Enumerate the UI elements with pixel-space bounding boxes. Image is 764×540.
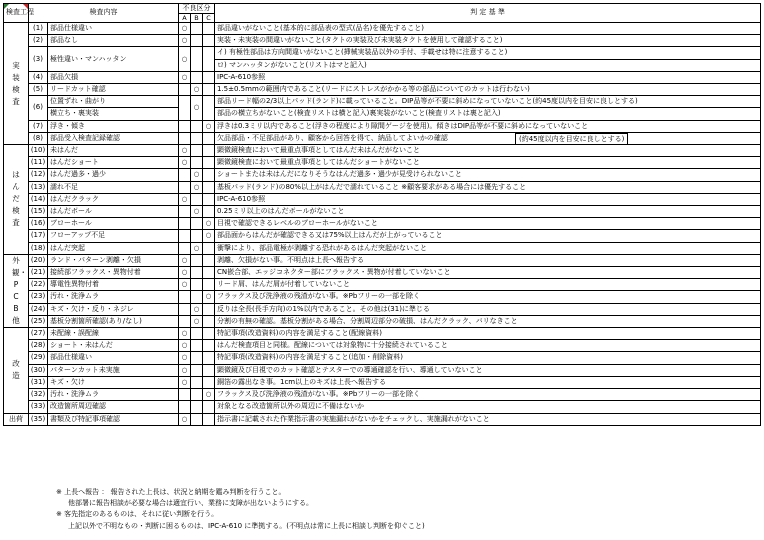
row-number: (16) xyxy=(29,218,48,230)
header-criteria: 判 定 基 準 xyxy=(215,4,761,23)
row-number: (6) xyxy=(29,96,48,120)
class-b-mark: ○ xyxy=(191,315,203,327)
row-item: ランド・パターン剥離・欠損 xyxy=(48,254,179,266)
class-b-mark xyxy=(191,352,203,364)
row-criteria: 顕微鏡検査において最重点事項としてはんだショートがないこと xyxy=(215,157,761,169)
header-item: 検査内容 xyxy=(29,4,179,23)
class-a-mark xyxy=(179,96,191,120)
row-criteria: 基板パッド(ランド)の80%以上がはんだで濡れていること ※顧客要求がある場合には優先すること xyxy=(215,181,761,193)
class-c-mark: ○ xyxy=(203,291,215,303)
row-criteria: 特記事項(改造資料)の内容を満足すること(配線資料) xyxy=(215,328,761,340)
row-item-line2: 横立ち・裏実装 xyxy=(48,108,179,120)
row-criteria: 衝撃により、部品電極が剥離する恐れがあるはんだ突起がないこと xyxy=(215,242,761,254)
class-a-mark: ○ xyxy=(179,340,191,352)
class-c-mark xyxy=(203,376,215,388)
class-c-mark xyxy=(203,71,215,83)
row-item: はんだボール xyxy=(48,206,179,218)
row-number: (14) xyxy=(29,193,48,205)
class-b-mark: ○ xyxy=(191,96,203,120)
row-number: (20) xyxy=(29,254,48,266)
category-appearance: 実装検査 xyxy=(4,23,29,145)
class-a-mark: ○ xyxy=(179,279,191,291)
class-a-mark xyxy=(179,401,191,413)
row-number: (8) xyxy=(29,132,48,144)
table-row xyxy=(4,23,761,35)
row-item: はんだ突起 xyxy=(48,242,179,254)
class-c-mark xyxy=(203,193,215,205)
class-b-mark xyxy=(191,413,203,425)
class-a-mark xyxy=(179,169,191,181)
class-b-mark xyxy=(191,376,203,388)
table-row xyxy=(4,193,761,205)
row-criteria: ショートまたは未はんだになりそうなはんだ過多・過少が見受けられないこと xyxy=(215,169,761,181)
table-row xyxy=(4,35,761,47)
row-number: (35) xyxy=(29,413,48,425)
row-criteria-line2: 部品の横立ちがないこと(検査リストは横と記入)裏実装がないこと(検査リストは裏と記入) xyxy=(215,108,761,120)
class-b-mark: ○ xyxy=(191,303,203,315)
row-number: (5) xyxy=(29,84,48,96)
row-number: (12) xyxy=(29,169,48,181)
row-item: キズ・欠け xyxy=(48,376,179,388)
class-c-mark: ○ xyxy=(203,389,215,401)
table-row xyxy=(4,145,761,157)
class-a-mark xyxy=(179,206,191,218)
row-criteria: 浮きは0.3ミリ以内であること(浮きの程度により隙間ゲージを使用)。傾きはDIP品等が不要に斜めになっていないこと xyxy=(215,120,761,132)
row-number: (27) xyxy=(29,328,48,340)
class-c-mark xyxy=(203,23,215,35)
class-b-mark xyxy=(191,35,203,47)
row-number: (30) xyxy=(29,364,48,376)
row-item: はんだクラック xyxy=(48,193,179,205)
class-b-mark: ○ xyxy=(191,169,203,181)
row-item: リードカット確認 xyxy=(48,84,179,96)
category-solder: はんだ検査 xyxy=(4,145,29,255)
footnote: 上記以外で不明なもの・判断に困るものは、IPC-A-610 に準拠する。(不明点は常に上長に相談し判断を仰ぐこと) xyxy=(68,521,425,530)
row-item: はんだショート xyxy=(48,157,179,169)
row-number: (28) xyxy=(29,340,48,352)
class-a-mark xyxy=(179,218,191,230)
header-class-b: B xyxy=(191,14,203,23)
category-shipping: 出荷 xyxy=(4,413,29,425)
table-row xyxy=(4,413,761,425)
table-row xyxy=(4,84,761,96)
row-number: (13) xyxy=(29,181,48,193)
class-a-mark xyxy=(179,84,191,96)
table-row xyxy=(4,352,761,364)
class-a-mark: ○ xyxy=(179,145,191,157)
row-number: (4) xyxy=(29,71,48,83)
table-row xyxy=(4,328,761,340)
row-criteria: 部品面からはんだが確認できる又は75%以上はんだが上がっていること xyxy=(215,230,761,242)
class-c-mark xyxy=(203,169,215,181)
table-row xyxy=(4,389,761,401)
class-a-mark: ○ xyxy=(179,193,191,205)
class-b-mark xyxy=(191,145,203,157)
class-b-mark: ○ xyxy=(191,84,203,96)
class-c-mark xyxy=(203,401,215,413)
category-rework: 改造 xyxy=(4,328,29,413)
class-c-mark xyxy=(203,181,215,193)
row-number: (3) xyxy=(29,47,48,71)
class-c-mark xyxy=(203,157,215,169)
class-b-mark xyxy=(191,389,203,401)
table-row xyxy=(4,315,761,327)
table-row xyxy=(4,218,761,230)
row-criteria: フラックス及び洗浄液の残渣がない事。※Pbフリーの一部を除く xyxy=(215,389,761,401)
row-criteria: 0.25ミリ以上のはんだボールがないこと xyxy=(215,206,761,218)
class-c-mark xyxy=(203,47,215,71)
row-criteria: IPC-A-610参照 xyxy=(215,71,761,83)
class-a-mark: ○ xyxy=(179,376,191,388)
row-number: (33) xyxy=(29,401,48,413)
table-row xyxy=(4,230,761,242)
row-number: (25) xyxy=(29,315,48,327)
row-criteria: イ) 有極性部品は方向間違いがないこと(挿械実装品以外の手付、手載せは特に注意すること) xyxy=(215,47,761,59)
row-criteria: 反りは全長(長手方向)の1%以内であること。その他は(31)に準じる xyxy=(215,303,761,315)
class-b-mark xyxy=(191,132,203,144)
table-row xyxy=(4,303,761,315)
row-item: 部品なし xyxy=(48,35,179,47)
row-criteria: フラックス及び洗浄液の残渣がない事。※Pbフリーの一部を除く xyxy=(215,291,761,303)
class-b-mark xyxy=(191,120,203,132)
class-a-mark: ○ xyxy=(179,35,191,47)
footnote: 他部署に報告相談が必要な場合は適宜行い、業務に支障が出ないようにする。 xyxy=(68,499,313,508)
footnotes xyxy=(56,487,425,532)
row-item: 汚れ・洗浄ムラ xyxy=(48,291,179,303)
class-c-mark xyxy=(203,132,215,144)
class-b-mark xyxy=(191,23,203,35)
class-a-mark: ○ xyxy=(179,47,191,71)
class-a-mark xyxy=(179,181,191,193)
row-criteria xyxy=(215,132,761,144)
row-criteria: IPC-A-610参照 xyxy=(215,193,761,205)
row-criteria: 特記事項(改造資料)の内容を満足すること(追加・削除資料) xyxy=(215,352,761,364)
class-a-mark xyxy=(179,389,191,401)
table-row xyxy=(4,120,761,132)
row-item: 未はんだ xyxy=(48,145,179,157)
table-row xyxy=(4,291,761,303)
footnote: ※ 客先指定のあるものは、それに従い判断を行う。 xyxy=(56,510,219,519)
row-criteria: 銅箔の露出なき事。1cm以上のキズは上長へ報告する xyxy=(215,376,761,388)
row-criteria: はんだ検査項目と同様。配線については対象物に十分接続されていること xyxy=(215,340,761,352)
class-c-mark xyxy=(203,315,215,327)
row-number: (23) xyxy=(29,291,48,303)
table-row xyxy=(4,108,761,120)
row-number: (31) xyxy=(29,376,48,388)
row-item: 濡れ不足 xyxy=(48,181,179,193)
class-c-mark: ○ xyxy=(203,230,215,242)
table-row xyxy=(4,47,761,59)
class-c-mark xyxy=(203,84,215,96)
class-c-mark xyxy=(203,352,215,364)
class-a-mark: ○ xyxy=(179,157,191,169)
row-item: 汚れ・洗浄ムラ xyxy=(48,389,179,401)
inspection-criteria-table xyxy=(3,3,761,426)
header-process: 検査工程 xyxy=(4,4,29,23)
row-criteria: 剥離、欠損がない事。不明点は上長へ報告する xyxy=(215,254,761,266)
class-a-mark: ○ xyxy=(179,267,191,279)
class-a-mark: ○ xyxy=(179,254,191,266)
header-class-c: C xyxy=(203,14,215,23)
class-b-mark xyxy=(191,71,203,83)
table-row xyxy=(4,181,761,193)
row-criteria: CN嵌合部、エッジコネクター部にフラックス・異物が付着していないこと xyxy=(215,267,761,279)
row-item: フローアップ不足 xyxy=(48,230,179,242)
class-c-mark xyxy=(203,267,215,279)
class-a-mark xyxy=(179,315,191,327)
table-row xyxy=(4,96,761,108)
row-number: (1) xyxy=(29,23,48,35)
class-b-mark xyxy=(191,230,203,242)
header-defect-class: 不良区分 xyxy=(179,4,215,14)
class-c-mark xyxy=(203,364,215,376)
row-criteria: 部品リード幅の2/3以上パッド(ランド)に載っていること。DIP品等が不要に斜めになっていないこと(約45度以内を目安に良しとする) xyxy=(215,96,761,108)
row-item: 部品仕様違い xyxy=(48,352,179,364)
class-c-mark xyxy=(203,340,215,352)
table-row xyxy=(4,340,761,352)
table-row xyxy=(4,132,761,144)
class-a-mark xyxy=(179,120,191,132)
class-a-mark xyxy=(179,303,191,315)
row-number: (32) xyxy=(29,389,48,401)
row-criteria: 指示書に記載された作業指示書の実施漏れがないかをチェックし、実施漏れがないこと xyxy=(215,413,761,425)
class-a-mark: ○ xyxy=(179,71,191,83)
row-item: 位置ずれ・曲がり xyxy=(48,96,179,108)
row-criteria: 対象となる改造箇所以外の周辺に不備はないか xyxy=(215,401,761,413)
class-a-mark: ○ xyxy=(179,352,191,364)
row-criteria: リード屑、はんだ屑が付着していないこと xyxy=(215,279,761,291)
class-b-mark: ○ xyxy=(191,181,203,193)
class-a-mark: ○ xyxy=(179,413,191,425)
class-c-mark xyxy=(203,35,215,47)
row-number: (18) xyxy=(29,242,48,254)
row-item: 書類及び特記事項確認 xyxy=(48,413,179,425)
row-item: 極性違い・マンハッタン xyxy=(48,47,179,71)
row-number: (2) xyxy=(29,35,48,47)
class-a-mark xyxy=(179,291,191,303)
row-criteria: 1.5±0.5mmの範囲内であること(リードにストレスがかかる等の部品についてのカットは行わない) xyxy=(215,84,761,96)
class-b-mark xyxy=(191,47,203,71)
class-a-mark: ○ xyxy=(179,328,191,340)
row-item: 未配線・誤配線 xyxy=(48,328,179,340)
table-row xyxy=(4,206,761,218)
row-number: (29) xyxy=(29,352,48,364)
row-number: (10) xyxy=(29,145,48,157)
row-criteria: 分割の有無の確認。基板分割がある場合、分割周辺部分の破損、はんだクラック、バリなきこと xyxy=(215,315,761,327)
row-number: (24) xyxy=(29,303,48,315)
class-b-mark xyxy=(191,218,203,230)
row-number: (22) xyxy=(29,279,48,291)
class-c-mark xyxy=(203,279,215,291)
class-b-mark xyxy=(191,364,203,376)
class-b-mark xyxy=(191,291,203,303)
row-criteria: 実装・未実装の間違いがないこと(タクトの実装及び未実装タクトを使用して確認すること) xyxy=(215,35,761,47)
row-item: 接続部フラックス・異物付着 xyxy=(48,267,179,279)
class-c-mark: ○ xyxy=(203,218,215,230)
header-class-a: A xyxy=(179,14,191,23)
row-item: パターンカット未実施 xyxy=(48,364,179,376)
table-row xyxy=(4,71,761,83)
table-row xyxy=(4,254,761,266)
row-item: 改造箇所周辺確認 xyxy=(48,401,179,413)
row-item: 浮き・傾き xyxy=(48,120,179,132)
table-row xyxy=(4,401,761,413)
row-item: 部品受入検査記録確認 xyxy=(48,132,179,144)
table-row xyxy=(4,169,761,181)
class-a-mark: ○ xyxy=(179,364,191,376)
class-c-mark xyxy=(203,254,215,266)
row-criteria: 顕微鏡及び目視でのカット確認とテスターでの導通確認を行い、導通していないこと xyxy=(215,364,761,376)
table-row xyxy=(4,279,761,291)
row-item: キズ・欠け・反り・ネジレ xyxy=(48,303,179,315)
class-a-mark xyxy=(179,230,191,242)
row-item: はんだ過多・過少 xyxy=(48,169,179,181)
row-item: 部品欠損 xyxy=(48,71,179,83)
class-a-mark xyxy=(179,242,191,254)
table-row xyxy=(4,242,761,254)
row-number: (11) xyxy=(29,157,48,169)
class-b-mark: ○ xyxy=(191,206,203,218)
class-b-mark xyxy=(191,401,203,413)
class-b-mark: ○ xyxy=(191,242,203,254)
class-a-mark xyxy=(179,132,191,144)
class-c-mark xyxy=(203,413,215,425)
row-item: 部品仕様違い xyxy=(48,23,179,35)
class-c-mark xyxy=(203,303,215,315)
row-number: (7) xyxy=(29,120,48,132)
row-item: ブローホール xyxy=(48,218,179,230)
class-c-mark: ○ xyxy=(203,120,215,132)
category-exterior-pcb: 外観・PCB他 xyxy=(4,254,29,327)
class-c-mark xyxy=(203,96,215,120)
class-b-mark xyxy=(191,193,203,205)
class-c-mark xyxy=(203,206,215,218)
class-b-mark xyxy=(191,340,203,352)
class-b-mark xyxy=(191,157,203,169)
row-criteria-text: 欠品部品・不足部品があり、顧客から回答を得て、納品してよいかの確認 xyxy=(217,133,448,142)
class-a-mark: ○ xyxy=(179,23,191,35)
row-criteria: 目視で確認できるレベルのブローホールがないこと xyxy=(215,218,761,230)
row-item: ショート・未はんだ xyxy=(48,340,179,352)
class-c-mark xyxy=(203,328,215,340)
class-c-mark xyxy=(203,145,215,157)
class-b-mark xyxy=(191,254,203,266)
class-b-mark xyxy=(191,328,203,340)
row-criteria: 部品違いがないこと(基本的に部品表の型式(品名)を優先すること) xyxy=(215,23,761,35)
table-row xyxy=(4,267,761,279)
row-number: (21) xyxy=(29,267,48,279)
criteria-callout-box: (約45度以内を目安に良しとする) xyxy=(515,133,628,145)
footnote: ※ 上長へ報告 ： 報告された上長は、状況と納期を鑑み判断を行うこと。 xyxy=(56,488,286,496)
row-number: (17) xyxy=(29,230,48,242)
row-criteria-line2: ロ) マンハッタンがないこと(リストはマと記入) xyxy=(215,59,761,71)
table-row xyxy=(4,157,761,169)
class-b-mark xyxy=(191,267,203,279)
class-c-mark xyxy=(203,242,215,254)
class-b-mark xyxy=(191,279,203,291)
table-row xyxy=(4,376,761,388)
row-item: 導電性異物付着 xyxy=(48,279,179,291)
table-row xyxy=(4,364,761,376)
row-item: 基板分割箇所確認(あり/なし) xyxy=(48,315,179,327)
row-number: (15) xyxy=(29,206,48,218)
row-criteria: 顕微鏡検査において最重点事項としてはんだ未はんだがないこと xyxy=(215,145,761,157)
